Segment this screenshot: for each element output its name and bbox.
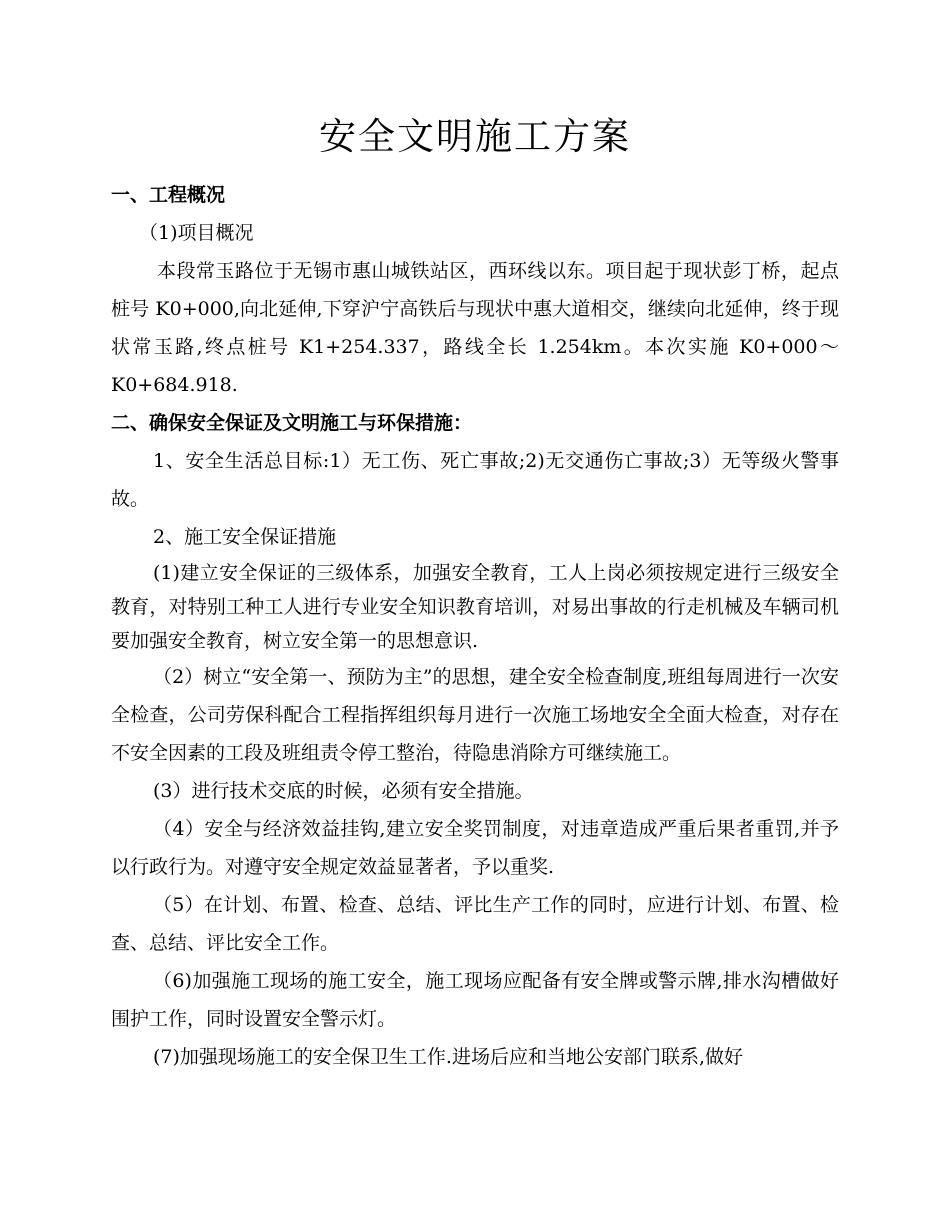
subheading-project-overview: （1)项目概况 — [139, 222, 254, 244]
paragraph-measure-1: (1)建立安全保证的三级体系，加强安全教育，工人上岗必须按规定进行三级安全教育，对特别工种工人进行专业安全知识教育培训，对易出事故的行走机械及车辆司机要加强安全教育，树立安全第一的思想意识. — [111, 562, 839, 652]
subheading-safety-guarantee: 2、施工安全保证措施 — [153, 526, 337, 548]
paragraph-measure-3: (3）进行技术交底的时候，必须有安全措施。 — [153, 780, 534, 802]
paragraph-measure-4: （4）安全与经济效益挂钩,建立安全奖罚制度，对违章造成严重后果者重罚,并予以行政行为。对遵守安全规定效益显著者，予以重奖. — [111, 818, 839, 878]
section-heading-overview: 一、工程概况 — [111, 184, 226, 206]
document-body — [111, 176, 839, 1076]
section-heading-safety-measures: 二、确保安全保证及文明施工与环保措施： — [111, 412, 473, 434]
document-title: 安全文明施工方案 — [319, 115, 631, 158]
paragraph-measure-6: （6)加强施工现场的施工安全，施工现场应配备有安全牌或警示牌,排水沟槽做好围护工作，同时设置安全警示灯。 — [111, 970, 839, 1030]
paragraph-project-description: 本段常玉路位于无锡市惠山城铁站区，西环线以东。项目起于现状彭丁桥，起点桩号 K0+000,向北延伸,下穿沪宁高铁后与现状中惠大道相交，继续向北延伸，终于现状常玉路,终点桩号 K1+254.337，路线全长 1.254km。本次实施 K0+000～K0+684.918. — [111, 260, 839, 396]
paragraph-measure-2: （2）树立“安全第一、预防为主”的思想，建全安全检查制度,班组每周进行一次安全检查，公司劳保科配合工程指挥组织每月进行一次施工场地安全全面大检查，对存在不安全因素的工段及班组责令停工整治，待隐患消除方可继续施工。 — [111, 666, 839, 764]
paragraph-measure-7: (7)加强现场施工的安全保卫生工作.进场后应和当地公安部门联系,做好 — [153, 1046, 743, 1068]
paragraph-measure-5: （5）在计划、布置、检查、总结、评比生产工作的同时，应进行计划、布置、检查、总结、评比安全工作。 — [111, 894, 839, 954]
paragraph-safety-goals: 1、安全生活总目标:1）无工伤、死亡事故;2)无交通伤亡事故;3）无等级火警事故。 — [111, 450, 839, 510]
